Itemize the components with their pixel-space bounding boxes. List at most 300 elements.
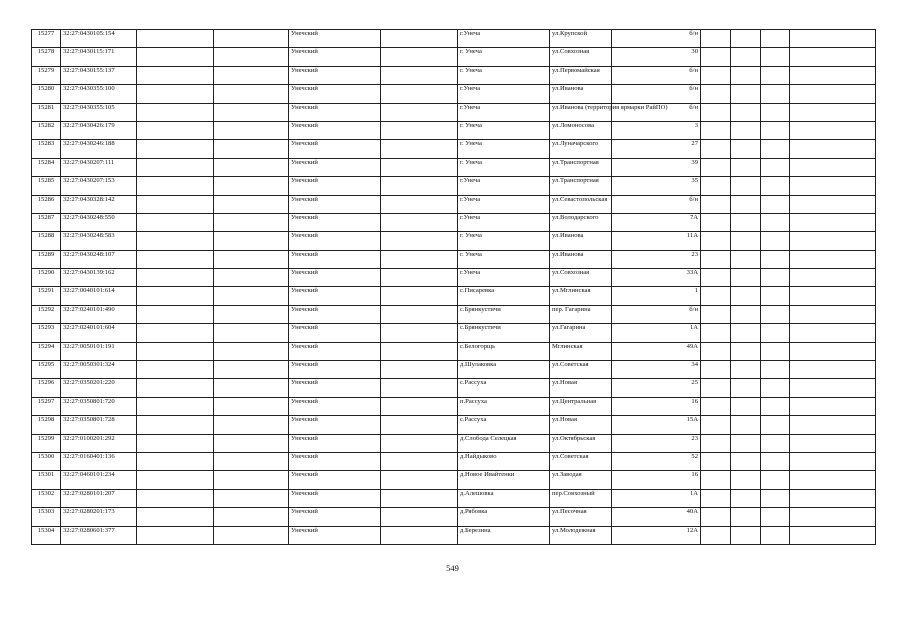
cell-empty	[701, 177, 731, 195]
cell-house: 7А	[612, 213, 701, 231]
cell-empty	[701, 305, 731, 323]
cell-locality: д.Новое Ивайтенки	[458, 471, 550, 489]
cell-num: 15278	[32, 48, 61, 66]
cell-cadastral: 32:27:0430355:105	[61, 103, 137, 121]
cell-empty	[731, 140, 761, 158]
cell-empty	[214, 213, 289, 231]
cell-empty	[790, 48, 876, 66]
cell-empty	[790, 195, 876, 213]
cell-empty	[761, 30, 790, 48]
cell-empty	[701, 103, 731, 121]
cell-cadastral: 32:27:0430248:583	[61, 232, 137, 250]
cell-empty	[137, 48, 214, 66]
cell-empty	[761, 66, 790, 84]
cell-cadastral: 32:27:0100201:292	[61, 434, 137, 452]
cell-num: 15286	[32, 195, 61, 213]
cell-house: 3	[612, 121, 701, 139]
cell-num: 15294	[32, 342, 61, 360]
cell-empty	[761, 379, 790, 397]
cell-empty	[381, 324, 458, 342]
cell-num: 15290	[32, 269, 61, 287]
cell-empty	[137, 213, 214, 231]
cell-street: ул.Иванова	[550, 232, 612, 250]
cell-empty	[381, 361, 458, 379]
cell-empty	[701, 195, 731, 213]
cell-empty	[701, 140, 731, 158]
cell-district: Унечский	[289, 250, 381, 268]
table-row	[32, 213, 876, 231]
cell-empty	[137, 85, 214, 103]
cell-locality: д.Шулаковка	[458, 361, 550, 379]
cell-street: ул.Транспортная	[550, 177, 612, 195]
cell-empty	[790, 471, 876, 489]
cell-cadastral: 32:27:0430207:153	[61, 177, 137, 195]
cell-district: Унечский	[289, 195, 381, 213]
cell-cadastral: 32:27:0460101:234	[61, 471, 137, 489]
cell-empty	[790, 508, 876, 526]
cell-cadastral: 32:27:0040101:614	[61, 287, 137, 305]
cell-empty	[761, 195, 790, 213]
cell-house: 40А	[612, 508, 701, 526]
cell-num: 15304	[32, 526, 61, 544]
cell-empty	[790, 342, 876, 360]
cell-locality: г. Унеча	[458, 158, 550, 176]
cell-empty	[137, 140, 214, 158]
cell-empty	[381, 85, 458, 103]
cell-street: ул.Новая	[550, 416, 612, 434]
cell-empty	[137, 361, 214, 379]
cell-empty	[214, 287, 289, 305]
cell-house: 12А	[612, 526, 701, 544]
cell-locality: с.Рассуха	[458, 416, 550, 434]
cell-empty	[381, 416, 458, 434]
cell-empty	[137, 103, 214, 121]
cell-district: Унечский	[289, 508, 381, 526]
cell-house: б/н	[612, 103, 701, 121]
cell-empty	[381, 232, 458, 250]
cell-empty	[790, 250, 876, 268]
cell-empty	[790, 305, 876, 323]
cell-cadastral: 32:27:0240101:604	[61, 324, 137, 342]
cell-district: Унечский	[289, 324, 381, 342]
cell-empty	[731, 158, 761, 176]
cell-house: 25	[612, 379, 701, 397]
cell-num: 15285	[32, 177, 61, 195]
cell-house: б/н	[612, 66, 701, 84]
cell-empty	[701, 30, 731, 48]
table-row	[32, 452, 876, 470]
cell-empty	[761, 361, 790, 379]
cell-locality: г.Унеча	[458, 30, 550, 48]
cell-empty	[381, 48, 458, 66]
cell-empty	[790, 30, 876, 48]
cell-num: 15284	[32, 158, 61, 176]
cell-house: 16	[612, 397, 701, 415]
cell-num: 15283	[32, 140, 61, 158]
cell-house: 33А	[612, 269, 701, 287]
cell-empty	[214, 305, 289, 323]
cell-empty	[701, 508, 731, 526]
cell-street: ул.Совхозная	[550, 48, 612, 66]
cell-empty	[137, 526, 214, 544]
cell-empty	[790, 121, 876, 139]
cell-empty	[731, 434, 761, 452]
cell-empty	[137, 397, 214, 415]
cell-empty	[137, 342, 214, 360]
cell-cadastral: 32:27:0050301:324	[61, 361, 137, 379]
cell-locality: г. Унеча	[458, 66, 550, 84]
cell-num: 15279	[32, 66, 61, 84]
cell-district: Унечский	[289, 66, 381, 84]
cell-cadastral: 32:27:0280601:377	[61, 526, 137, 544]
cell-empty	[214, 452, 289, 470]
cell-district: Унечский	[289, 140, 381, 158]
cell-empty	[214, 48, 289, 66]
cell-empty	[790, 103, 876, 121]
cell-locality: с.Белогорщь	[458, 342, 550, 360]
cell-empty	[137, 158, 214, 176]
table-row	[32, 434, 876, 452]
cell-num: 15282	[32, 121, 61, 139]
cell-locality: с.Рассуха	[458, 379, 550, 397]
cell-empty	[137, 66, 214, 84]
cell-empty	[381, 452, 458, 470]
cell-house: 15А	[612, 416, 701, 434]
cell-empty	[701, 489, 731, 507]
cell-street: ул.Иванова	[550, 85, 612, 103]
cell-street: ул.Заводая	[550, 471, 612, 489]
cell-empty	[381, 287, 458, 305]
cell-district: Унечский	[289, 452, 381, 470]
cell-empty	[790, 489, 876, 507]
cell-house: б/н	[612, 30, 701, 48]
cell-empty	[761, 452, 790, 470]
cell-district: Унечский	[289, 213, 381, 231]
cell-empty	[790, 452, 876, 470]
table-row	[32, 416, 876, 434]
cell-empty	[731, 66, 761, 84]
cell-empty	[137, 177, 214, 195]
cell-empty	[761, 269, 790, 287]
cell-locality: д.Березина	[458, 526, 550, 544]
cell-street: ул.Луначарского	[550, 140, 612, 158]
table-row	[32, 526, 876, 544]
cell-empty	[381, 103, 458, 121]
cell-empty	[761, 305, 790, 323]
cell-empty	[381, 177, 458, 195]
cell-cadastral: 32:27:0430155:137	[61, 66, 137, 84]
cell-district: Унечский	[289, 489, 381, 507]
cell-empty	[137, 232, 214, 250]
cell-empty	[731, 177, 761, 195]
cell-house: б/н	[612, 305, 701, 323]
cell-empty	[137, 287, 214, 305]
registry-table	[31, 29, 876, 545]
cell-empty	[381, 305, 458, 323]
cell-empty	[761, 48, 790, 66]
cell-empty	[381, 379, 458, 397]
cell-street: ул.Гагарина	[550, 324, 612, 342]
cell-locality: г.Унеча	[458, 195, 550, 213]
cell-street: пер. Гагарина	[550, 305, 612, 323]
cell-empty	[761, 471, 790, 489]
cell-locality: д.Найдыково	[458, 452, 550, 470]
cell-empty	[731, 213, 761, 231]
cell-num: 15298	[32, 416, 61, 434]
cell-street: ул.Октябрьская	[550, 434, 612, 452]
cell-empty	[701, 213, 731, 231]
cell-empty	[214, 397, 289, 415]
cell-district: Унечский	[289, 471, 381, 489]
registry-rows	[32, 30, 876, 545]
cell-empty	[701, 324, 731, 342]
cell-empty	[790, 434, 876, 452]
cell-empty	[761, 489, 790, 507]
table-row	[32, 121, 876, 139]
cell-empty	[731, 85, 761, 103]
cell-locality: г. Унеча	[458, 140, 550, 158]
cell-empty	[701, 66, 731, 84]
cell-empty	[137, 121, 214, 139]
cell-house: 27	[612, 140, 701, 158]
table-row	[32, 66, 876, 84]
cell-empty	[790, 416, 876, 434]
cell-num: 15287	[32, 213, 61, 231]
cell-empty	[731, 361, 761, 379]
cell-empty	[731, 287, 761, 305]
cell-empty	[790, 85, 876, 103]
cell-empty	[701, 48, 731, 66]
table-row	[32, 324, 876, 342]
cell-empty	[701, 526, 731, 544]
table-row	[32, 103, 876, 121]
cell-empty	[214, 250, 289, 268]
cell-empty	[731, 305, 761, 323]
cell-empty	[731, 508, 761, 526]
cell-district: Унечский	[289, 121, 381, 139]
cell-num: 15280	[32, 85, 61, 103]
cell-empty	[214, 232, 289, 250]
cell-street: ул.Советская	[550, 452, 612, 470]
table-row	[32, 379, 876, 397]
cell-empty	[790, 213, 876, 231]
cell-empty	[214, 103, 289, 121]
cell-empty	[701, 471, 731, 489]
cell-empty	[214, 489, 289, 507]
cell-empty	[731, 48, 761, 66]
cell-empty	[381, 195, 458, 213]
cell-empty	[731, 379, 761, 397]
cell-empty	[214, 361, 289, 379]
cell-street: ул.Новая	[550, 379, 612, 397]
cell-locality: г.Унеча	[458, 103, 550, 121]
cell-street: ул.Советская	[550, 361, 612, 379]
cell-house: 52	[612, 452, 701, 470]
cell-empty	[731, 526, 761, 544]
cell-empty	[381, 342, 458, 360]
cell-house: б/н	[612, 85, 701, 103]
cell-house: 34	[612, 361, 701, 379]
cell-locality: д.Рябовка	[458, 508, 550, 526]
cell-street: ул.Севастопольская	[550, 195, 612, 213]
cell-empty	[701, 397, 731, 415]
table-row	[32, 508, 876, 526]
cell-empty	[137, 452, 214, 470]
cell-empty	[701, 269, 731, 287]
cell-district: Унечский	[289, 416, 381, 434]
cell-empty	[790, 140, 876, 158]
cell-empty	[214, 269, 289, 287]
cell-empty	[381, 250, 458, 268]
cell-street: ул.Володарского	[550, 213, 612, 231]
cell-house: 1	[612, 287, 701, 305]
cell-district: Унечский	[289, 269, 381, 287]
cell-empty	[731, 397, 761, 415]
cell-street: ул.Центральная	[550, 397, 612, 415]
cell-empty	[701, 452, 731, 470]
cell-house: 23	[612, 250, 701, 268]
cell-locality: д.Алешовка	[458, 489, 550, 507]
cell-empty	[381, 213, 458, 231]
cell-street: ул.Иванова (территория ярмарки РайПО)	[550, 103, 612, 121]
cell-street: Мглинская	[550, 342, 612, 360]
cell-empty	[214, 140, 289, 158]
cell-empty	[137, 30, 214, 48]
cell-cadastral: 32:27:0350801:720	[61, 397, 137, 415]
cell-district: Унечский	[289, 158, 381, 176]
cell-empty	[701, 85, 731, 103]
cell-num: 15297	[32, 397, 61, 415]
cell-district: Унечский	[289, 305, 381, 323]
cell-empty	[701, 342, 731, 360]
table-row	[32, 489, 876, 507]
cell-empty	[381, 508, 458, 526]
cell-num: 15302	[32, 489, 61, 507]
cell-empty	[214, 30, 289, 48]
cell-empty	[214, 195, 289, 213]
cell-cadastral: 32:27:0430426:179	[61, 121, 137, 139]
cell-district: Унечский	[289, 103, 381, 121]
cell-num: 15291	[32, 287, 61, 305]
cell-empty	[214, 416, 289, 434]
cell-district: Унечский	[289, 85, 381, 103]
cell-empty	[790, 232, 876, 250]
cell-empty	[137, 489, 214, 507]
cell-empty	[761, 140, 790, 158]
cell-empty	[701, 121, 731, 139]
cell-empty	[214, 66, 289, 84]
cell-empty	[761, 103, 790, 121]
cell-street: пер.Совхозный	[550, 489, 612, 507]
cell-street: ул.Иванова	[550, 250, 612, 268]
cell-empty	[731, 30, 761, 48]
cell-empty	[701, 250, 731, 268]
cell-district: Унечский	[289, 177, 381, 195]
cell-empty	[761, 342, 790, 360]
cell-empty	[701, 287, 731, 305]
table-row	[32, 158, 876, 176]
cell-empty	[761, 287, 790, 305]
cell-house: б/н	[612, 195, 701, 213]
cell-house: 1А	[612, 324, 701, 342]
cell-empty	[731, 103, 761, 121]
cell-num: 15293	[32, 324, 61, 342]
cell-empty	[790, 66, 876, 84]
table-row	[32, 85, 876, 103]
cell-cadastral: 32:27:0160401:136	[61, 452, 137, 470]
cell-locality: г.Унеча	[458, 177, 550, 195]
cell-empty	[761, 434, 790, 452]
cell-empty	[790, 269, 876, 287]
cell-empty	[381, 121, 458, 139]
cell-cadastral: 32:27:0430207:111	[61, 158, 137, 176]
cell-cadastral: 32:27:0430139:162	[61, 269, 137, 287]
cell-cadastral: 32:27:0050101:191	[61, 342, 137, 360]
cell-empty	[137, 305, 214, 323]
cell-empty	[761, 85, 790, 103]
cell-empty	[790, 526, 876, 544]
table-row	[32, 342, 876, 360]
cell-house: 11А	[612, 232, 701, 250]
cell-empty	[381, 66, 458, 84]
cell-house: 35	[612, 177, 701, 195]
cell-cadastral: 32:27:0280201:173	[61, 508, 137, 526]
cell-street: ул.Совхозная	[550, 269, 612, 287]
cell-district: Унечский	[289, 232, 381, 250]
cell-num: 15277	[32, 30, 61, 48]
cell-cadastral: 32:27:0350201:220	[61, 379, 137, 397]
cell-district: Унечский	[289, 30, 381, 48]
cell-cadastral: 32:27:0350801:728	[61, 416, 137, 434]
cell-district: Унечский	[289, 342, 381, 360]
cell-empty	[761, 397, 790, 415]
cell-empty	[381, 471, 458, 489]
cell-empty	[761, 416, 790, 434]
cell-house: 16	[612, 471, 701, 489]
cell-locality: с.Писаревка	[458, 287, 550, 305]
cell-empty	[214, 526, 289, 544]
cell-empty	[137, 508, 214, 526]
cell-empty	[137, 416, 214, 434]
cell-empty	[731, 452, 761, 470]
cell-empty	[214, 158, 289, 176]
cell-num: 15289	[32, 250, 61, 268]
cell-empty	[761, 213, 790, 231]
cell-empty	[701, 158, 731, 176]
cell-empty	[701, 361, 731, 379]
page-number: 549	[446, 563, 459, 573]
cell-empty	[214, 434, 289, 452]
cell-empty	[214, 471, 289, 489]
cell-empty	[381, 30, 458, 48]
cell-district: Унечский	[289, 48, 381, 66]
cell-house: 39	[612, 158, 701, 176]
cell-street: ул.Ломоносова	[550, 121, 612, 139]
cell-empty	[731, 489, 761, 507]
cell-street: ул.Крупской	[550, 30, 612, 48]
cell-street: ул.Мглинская	[550, 287, 612, 305]
cell-num: 15281	[32, 103, 61, 121]
table-row	[32, 195, 876, 213]
table-row	[32, 48, 876, 66]
cell-empty	[731, 342, 761, 360]
table-row	[32, 177, 876, 195]
cell-empty	[137, 471, 214, 489]
cell-empty	[701, 434, 731, 452]
cell-cadastral: 32:27:0430105:154	[61, 30, 137, 48]
cell-cadastral: 32:27:0430248:107	[61, 250, 137, 268]
cell-num: 15295	[32, 361, 61, 379]
